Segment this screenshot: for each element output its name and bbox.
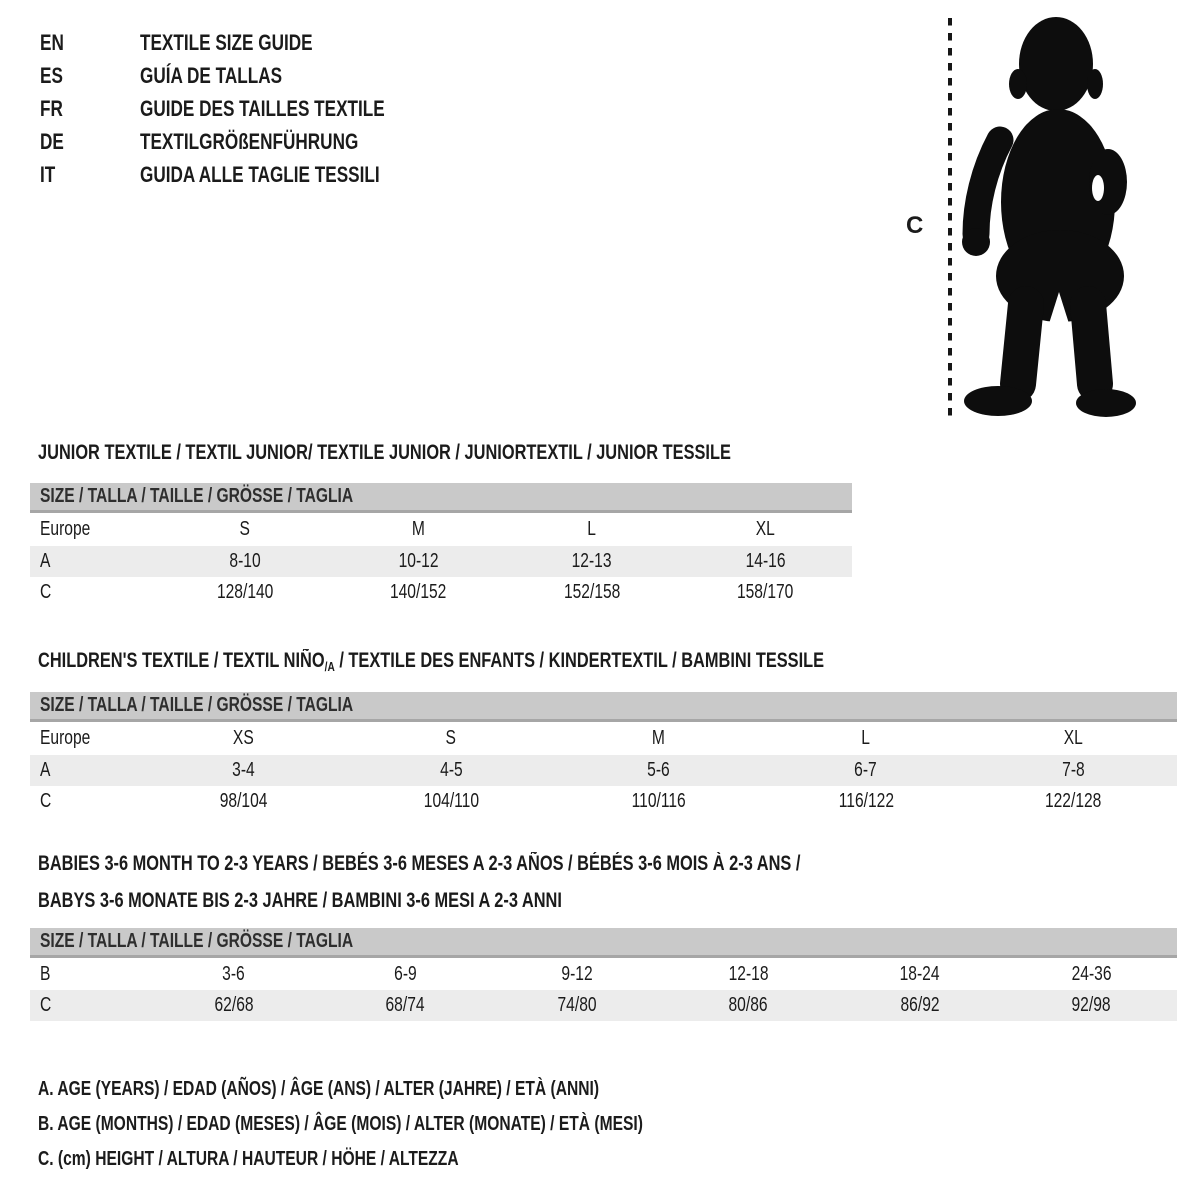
junior-size-header-bar: SIZE / TALLA / TAILLE / GRÖSSE / TAGLIA [30, 483, 852, 513]
cell-value: M [411, 518, 425, 540]
cell-value: 12-18 [728, 962, 769, 985]
lang-code-de: DE [40, 128, 64, 154]
lang-title-de: TEXTILGRÖßENFÜHRUNG [140, 128, 359, 154]
cell-value: 14-16 [745, 550, 786, 572]
lang-title-es: GUÍA DE TALLAS [140, 62, 283, 88]
junior-row-height [30, 577, 852, 608]
lang-row-es [40, 59, 454, 92]
cell-value: 158/170 [737, 581, 794, 603]
row-label: Europe [40, 518, 91, 540]
row-label: Europe [40, 727, 91, 749]
lang-code-fr: FR [40, 95, 63, 121]
cell-value: 18-24 [899, 962, 940, 985]
cell-value: XL [755, 518, 775, 540]
lang-row-fr [40, 92, 454, 125]
children-section-title: CHILDREN'S TEXTILE / TEXTIL NIÑO/A / TEXTILE DES ENFANTS / KINDERTEXTIL / BAMBINI TESSILE [38, 649, 825, 674]
toddler-silhouette-icon [962, 17, 1136, 417]
babies-size-table [30, 928, 1177, 1021]
cell-value: XL [1063, 727, 1083, 749]
nino-a-subscript: /A [324, 659, 335, 674]
height-measure-label: C [906, 212, 924, 239]
cell-value: 68/74 [385, 994, 425, 1016]
cell-value: 80/86 [728, 994, 768, 1016]
cell-value: 12-13 [571, 550, 612, 572]
junior-size-table [30, 483, 852, 608]
children-row-height [30, 786, 1177, 817]
babies-row-age-months [30, 958, 1177, 990]
children-row-age [30, 755, 1177, 786]
junior-section-title: JUNIOR TEXTILE / TEXTIL JUNIOR/ TEXTILE JUNIOR / JUNIORTEXTIL / JUNIOR TESSILE [38, 441, 731, 464]
children-row-europe [30, 722, 1177, 755]
cell-value: 3-4 [232, 759, 255, 781]
cell-value: 5-6 [647, 759, 670, 781]
cell-value: 9-12 [561, 962, 593, 985]
cell-value: 62/68 [214, 994, 254, 1016]
cell-value: 98/104 [219, 790, 268, 812]
row-label: A [40, 759, 51, 781]
cell-value: 7-8 [1062, 759, 1085, 781]
junior-row-age [30, 546, 852, 577]
lang-title-fr: GUIDE DES TAILLES TEXTILE [140, 95, 385, 121]
row-label: B [40, 962, 51, 985]
cell-value: 6-9 [393, 962, 417, 985]
legend-line-b: B. AGE (MONTHS) / EDAD (MESES) / ÂGE (MOIS) / ALTER (MONATE) / ETÀ (MESI) [38, 1113, 643, 1135]
legend-line-c: C. (cm) HEIGHT / ALTURA / HAUTEUR / HÖHE / ALTEZZA [38, 1148, 459, 1170]
baby-silhouette-figure [938, 12, 1148, 422]
lang-title-it: GUIDA ALLE TAGLIE TESSILI [140, 161, 380, 187]
cell-value: 122/128 [1045, 790, 1102, 812]
cell-value: L [861, 727, 871, 749]
cell-value: 92/98 [1071, 994, 1111, 1016]
cell-value: 152/158 [563, 581, 620, 603]
babies-size-header-bar: SIZE / TALLA / TAILLE / GRÖSSE / TAGLIA [30, 928, 1177, 958]
cell-value: S [239, 518, 250, 540]
lang-code-es: ES [40, 62, 63, 88]
cell-value: 4-5 [439, 759, 463, 781]
babies-section-title: BABIES 3-6 MONTH TO 2-3 YEARS / BEBÉS 3-6 MESES A 2-3 AÑOS / BÉBÉS 3-6 MOIS À 2-3 ANS / BABYS 3-6 MONATE BIS 2-3 JAHRE / BAMBINI 3-6 MESI A 2-3 ANNI [38, 852, 801, 912]
cell-value: 86/92 [900, 994, 940, 1016]
cell-value: 3-6 [222, 962, 246, 985]
row-label: C [40, 581, 52, 603]
cell-value: 104/110 [423, 790, 479, 812]
cell-value: 6-7 [854, 759, 878, 781]
cell-value: 128/140 [216, 581, 273, 603]
language-title-block [40, 26, 454, 191]
row-label: A [40, 550, 51, 572]
cell-value: 24-36 [1071, 962, 1112, 985]
cell-value: 10-12 [398, 550, 439, 572]
lang-title-en: TEXTILE SIZE GUIDE [140, 29, 313, 55]
legend-line-a: A. AGE (YEARS) / EDAD (AÑOS) / ÂGE (ANS) / ALTER (JAHRE) / ETÀ (ANNI) [38, 1078, 600, 1100]
cell-value: 116/122 [838, 790, 894, 812]
cell-value: S [445, 727, 457, 749]
lang-row-de [40, 125, 454, 158]
junior-row-europe [30, 513, 852, 546]
children-size-table [30, 692, 1177, 817]
cell-value: 140/152 [390, 581, 447, 603]
children-size-header-bar: SIZE / TALLA / TAILLE / GRÖSSE / TAGLIA [30, 692, 1177, 722]
lang-row-it [40, 158, 454, 191]
cell-value: XS [233, 727, 255, 749]
lang-code-en: EN [40, 29, 64, 55]
lang-code-it: IT [40, 161, 56, 187]
cell-value: M [652, 727, 666, 749]
lang-row-en [40, 26, 454, 59]
cell-value: L [587, 518, 597, 540]
cell-value: 8-10 [229, 550, 261, 572]
measure-legend [38, 1072, 814, 1177]
cell-value: 74/80 [557, 994, 597, 1016]
row-label: C [40, 994, 52, 1016]
babies-row-height [30, 990, 1177, 1021]
row-label: C [40, 790, 52, 812]
cell-value: 110/116 [631, 790, 686, 812]
